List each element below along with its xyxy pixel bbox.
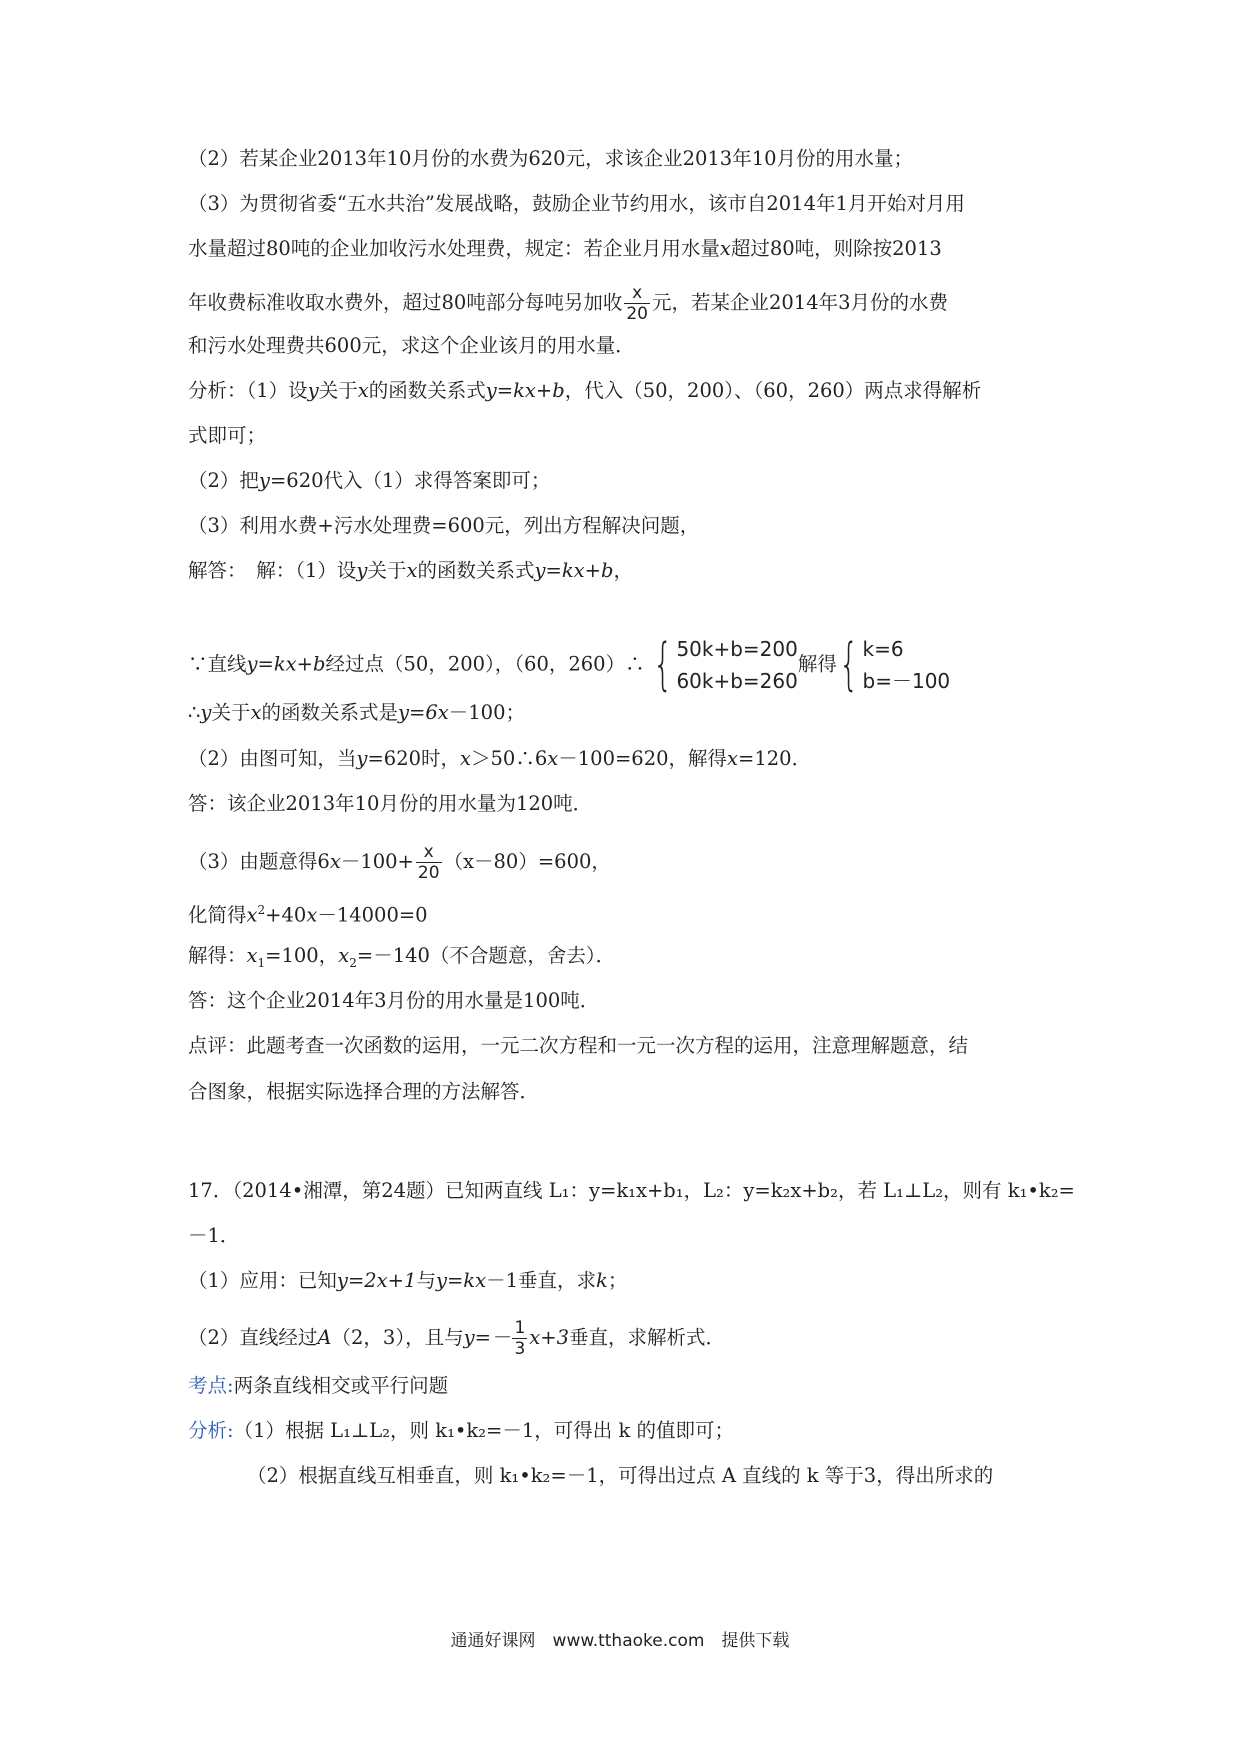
text: 的函数关系式 bbox=[368, 379, 486, 402]
text: 两条直线相交或平行问题 bbox=[233, 1374, 449, 1397]
denominator: 20 bbox=[626, 304, 648, 324]
text: （3）为贯彻省委“五水共治”发展战略，鼓励企业节约用水，该市自2014年1月开始对月用 bbox=[188, 192, 965, 215]
text: 关于 bbox=[367, 559, 407, 582]
text-line bbox=[188, 1373, 448, 1399]
var: k bbox=[596, 1269, 608, 1292]
text: （2）直线经过 bbox=[188, 1326, 318, 1349]
text: －1． bbox=[188, 1224, 240, 1247]
equation-system-2 bbox=[837, 633, 950, 697]
fraction-x-over-20 bbox=[416, 842, 442, 883]
var: x bbox=[727, 747, 739, 770]
text-line bbox=[188, 633, 950, 697]
text: ＞50∴6 bbox=[471, 747, 548, 770]
brace-icon: { bbox=[652, 632, 673, 697]
text: （2）根据直线互相垂直，则 k₁•k₂=－1，可得出过点 A 直线的 k 等于3，得出所求的 bbox=[247, 1464, 994, 1487]
text: 水量超过80吨的企业加收污水处理费，规定：若企业月用水量 bbox=[188, 237, 720, 260]
var: y bbox=[200, 701, 212, 724]
var: y bbox=[307, 379, 319, 402]
exponent: 2 bbox=[257, 903, 266, 917]
text: =620时， bbox=[367, 747, 461, 770]
formula: y=kx bbox=[435, 1269, 487, 1292]
text: （2，3），且与 bbox=[331, 1326, 464, 1349]
var: x bbox=[460, 747, 472, 770]
text: 的函数关系式 bbox=[417, 559, 535, 582]
text: （x－80）=600， bbox=[443, 850, 611, 873]
text-line bbox=[188, 1318, 725, 1359]
text-line bbox=[247, 1463, 993, 1489]
var: x bbox=[246, 903, 258, 927]
text-line bbox=[188, 191, 965, 217]
text: 关于 bbox=[211, 701, 251, 724]
subscript: 1 bbox=[257, 955, 266, 970]
equation: b=－100 bbox=[862, 669, 951, 693]
denominator: 3 bbox=[514, 1339, 526, 1359]
var: x bbox=[246, 944, 258, 967]
var: x bbox=[357, 379, 369, 402]
text-line bbox=[188, 236, 942, 262]
text: －14000=0 bbox=[317, 903, 428, 927]
var: y bbox=[356, 559, 368, 582]
text-line bbox=[188, 1268, 627, 1294]
text: 和污水处理费共600元，求这个企业该月的用水量． bbox=[188, 334, 635, 357]
text-line bbox=[188, 333, 635, 359]
text: 与 bbox=[416, 1269, 436, 1292]
text: （3）利用水费+污水处理费=600元，列出方程解决问题， bbox=[188, 514, 700, 537]
text: ， bbox=[613, 559, 633, 582]
text-line bbox=[188, 283, 948, 324]
text-line bbox=[188, 1079, 539, 1105]
text: ∴ bbox=[188, 701, 201, 724]
text: 点评：此题考查一次函数的运用，一元二次方程和一元一次方程的运用，注意理解题意，结 bbox=[188, 1034, 969, 1057]
text: （2）由图可知，当 bbox=[188, 747, 357, 770]
text: 解得 bbox=[797, 652, 837, 676]
text: 元，若某企业2014年3月份的水费 bbox=[651, 291, 949, 314]
text-line bbox=[188, 988, 599, 1014]
text-line bbox=[188, 513, 699, 539]
text: =620代入（1）求得答案即可； bbox=[269, 469, 551, 492]
text: ； bbox=[607, 1269, 628, 1292]
var: x bbox=[306, 903, 318, 927]
equation: 50k+b=200 bbox=[676, 637, 798, 661]
text-line bbox=[188, 1033, 968, 1059]
label-kaodian: 考点: bbox=[188, 1374, 234, 1397]
text-line bbox=[188, 943, 615, 976]
text-line bbox=[188, 423, 266, 449]
formula: y=kx+b bbox=[246, 652, 326, 676]
text: （1）根据 L₁⊥L₂，则 k₁•k₂=－1，可得出 k 的值即可； bbox=[233, 1419, 734, 1442]
text-line bbox=[188, 700, 525, 726]
page-footer: 通通好课网 www.tthaoke.com 提供下载 bbox=[450, 1631, 790, 1651]
subscript: 2 bbox=[349, 955, 357, 970]
numerator: x bbox=[624, 283, 650, 304]
text-line bbox=[188, 1223, 239, 1249]
formula: y=kx+b bbox=[534, 559, 614, 582]
text-line bbox=[188, 1418, 734, 1444]
denominator: 20 bbox=[417, 863, 440, 883]
text: ，代入（50，200）、（60，260）两点求得解析 bbox=[564, 379, 982, 402]
text-line bbox=[188, 558, 633, 584]
var: x bbox=[406, 559, 418, 582]
text: =120． bbox=[738, 747, 812, 770]
text: （2）若某企业2013年10月份的水费为620元，求该企业2013年10月份的用水量； bbox=[188, 147, 914, 170]
text: 17．（2014•湘潭，第24题）已知两直线 L₁：y=k₁x+b₁，L₂：y=k₂x+b₂，若 L₁⊥L₂，则有 k₁•k₂= bbox=[188, 1179, 1075, 1202]
brace-icon: { bbox=[838, 632, 859, 697]
text: －100=620，解得 bbox=[558, 747, 728, 770]
formula: y=kx+b bbox=[485, 379, 565, 402]
text-line bbox=[188, 378, 981, 404]
text: －100； bbox=[448, 701, 525, 724]
text: 经过点（50，200），（60，260）∴ bbox=[325, 652, 645, 676]
label-fenxi: 分析: bbox=[188, 1419, 234, 1442]
text: 化简得 bbox=[188, 903, 247, 927]
text: （2）把 bbox=[188, 469, 259, 492]
text: =－140（不合题意，舍去）． bbox=[356, 944, 616, 967]
formula: x+3 bbox=[529, 1326, 570, 1349]
text-line bbox=[188, 146, 913, 172]
text: 合图象，根据实际选择合理的方法解答． bbox=[188, 1080, 540, 1103]
var: x bbox=[547, 747, 559, 770]
text-line bbox=[188, 842, 611, 883]
fraction-x-over-20 bbox=[624, 283, 650, 324]
text: －1垂直，求 bbox=[486, 1269, 597, 1292]
text-line bbox=[188, 746, 811, 772]
text: 解得： bbox=[188, 944, 247, 967]
text: 式即可； bbox=[188, 424, 267, 447]
var: y bbox=[356, 747, 368, 770]
text: 垂直，求解析式． bbox=[569, 1326, 726, 1349]
text: （3）由题意得6 bbox=[188, 850, 330, 873]
equation: 60k+b=260 bbox=[676, 669, 798, 693]
var: x bbox=[250, 701, 262, 724]
text: =100， bbox=[265, 944, 339, 967]
text: +40 bbox=[265, 903, 307, 927]
text: 超过80吨，则除按2013 bbox=[730, 237, 942, 260]
text: 年收费标准收取水费外，超过80吨部分每吨另加收 bbox=[188, 291, 623, 314]
fraction-one-third bbox=[512, 1318, 527, 1359]
text: 关于 bbox=[318, 379, 358, 402]
equation-system-1 bbox=[651, 633, 798, 697]
var: x bbox=[719, 237, 731, 260]
numerator: 1 bbox=[514, 1318, 526, 1338]
formula: y=6x bbox=[397, 701, 449, 724]
text: 答：这个企业2014年3月份的用水量是100吨． bbox=[188, 989, 600, 1012]
var: x bbox=[338, 944, 350, 967]
var: y bbox=[258, 469, 270, 492]
text: ∵直线 bbox=[188, 652, 247, 676]
formula: y=－ bbox=[463, 1326, 511, 1349]
text: －100+ bbox=[340, 850, 414, 873]
text-line bbox=[188, 1178, 1075, 1204]
text: 分析：（1）设 bbox=[188, 379, 308, 402]
text: 的函数关系式是 bbox=[261, 701, 398, 724]
formula: y=2x+1 bbox=[336, 1269, 417, 1292]
text-line bbox=[188, 791, 592, 817]
equation: k=6 bbox=[862, 637, 904, 661]
text-line bbox=[188, 897, 428, 929]
var: A bbox=[317, 1326, 332, 1349]
text: 解答： 解：（1）设 bbox=[188, 559, 357, 582]
text: 答：该企业2013年10月份的用水量为120吨． bbox=[188, 792, 593, 815]
var: x bbox=[329, 850, 341, 873]
text: （1）应用：已知 bbox=[188, 1269, 337, 1292]
numerator: x bbox=[416, 842, 442, 863]
text-line bbox=[188, 468, 550, 494]
